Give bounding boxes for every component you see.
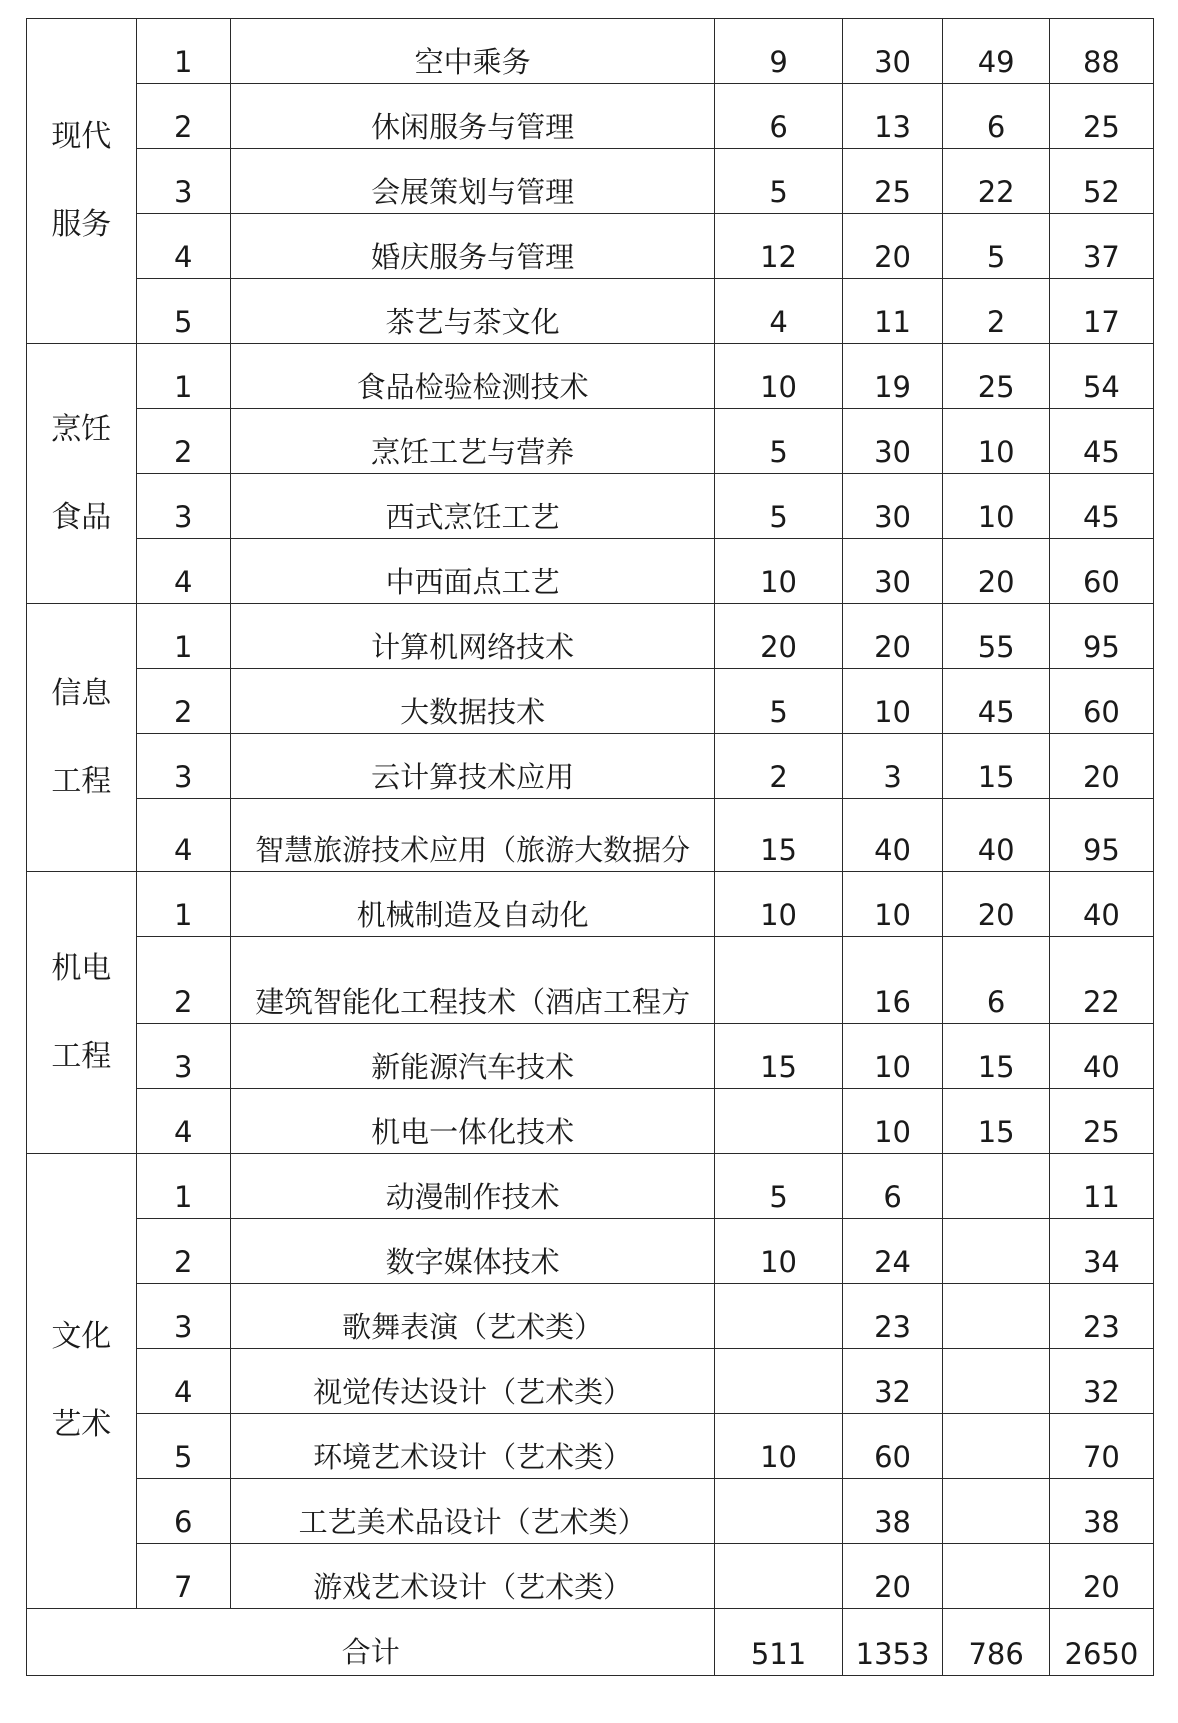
row-number: 1 xyxy=(136,344,230,409)
row-total: 25 xyxy=(1049,1089,1153,1154)
summary-b: 1353 xyxy=(842,1609,943,1676)
count-a: 10 xyxy=(715,872,842,937)
row-total: 88 xyxy=(1049,19,1153,84)
count-a xyxy=(715,1544,842,1609)
major-name: 游戏艺术设计（艺术类） xyxy=(230,1544,715,1609)
category-cell xyxy=(27,872,137,1154)
table-row xyxy=(27,409,1154,474)
category-label: 工程 xyxy=(51,763,112,799)
table-row xyxy=(27,1479,1154,1544)
row-number: 2 xyxy=(136,409,230,474)
major-name: 大数据技术 xyxy=(230,669,715,734)
count-b: 38 xyxy=(842,1479,943,1544)
count-c xyxy=(943,1219,1049,1284)
count-a xyxy=(715,1089,842,1154)
count-a: 4 xyxy=(715,279,842,344)
count-a: 15 xyxy=(715,799,842,872)
major-name: 西式烹饪工艺 xyxy=(230,474,715,539)
row-number: 2 xyxy=(136,84,230,149)
count-c: 15 xyxy=(943,1089,1049,1154)
count-b: 10 xyxy=(842,1089,943,1154)
row-number: 4 xyxy=(136,799,230,872)
table-row xyxy=(27,734,1154,799)
table-row xyxy=(27,1219,1154,1284)
count-a: 10 xyxy=(715,1414,842,1479)
row-number: 5 xyxy=(136,279,230,344)
row-total: 32 xyxy=(1049,1349,1153,1414)
major-name: 数字媒体技术 xyxy=(230,1219,715,1284)
row-number: 4 xyxy=(136,1089,230,1154)
summary-label: 合计 xyxy=(27,1609,715,1676)
row-number: 1 xyxy=(136,19,230,84)
row-total: 25 xyxy=(1049,84,1153,149)
table-row xyxy=(27,149,1154,214)
summary-a: 511 xyxy=(715,1609,842,1676)
count-b: 19 xyxy=(842,344,943,409)
category-label: 机电 xyxy=(51,950,112,986)
major-name: 机电一体化技术 xyxy=(230,1089,715,1154)
table-body xyxy=(27,19,1154,1676)
enrollment-table xyxy=(26,18,1154,1676)
row-number: 1 xyxy=(136,872,230,937)
count-c xyxy=(943,1414,1049,1479)
table-row xyxy=(27,1544,1154,1609)
count-c: 22 xyxy=(943,149,1049,214)
major-name: 会展策划与管理 xyxy=(230,149,715,214)
category-label: 服务 xyxy=(51,207,112,242)
count-a xyxy=(715,1349,842,1414)
major-name: 计算机网络技术 xyxy=(230,604,715,669)
row-number: 7 xyxy=(136,1544,230,1609)
table-row xyxy=(27,1414,1154,1479)
count-c: 45 xyxy=(943,669,1049,734)
count-b: 60 xyxy=(842,1414,943,1479)
row-total: 11 xyxy=(1049,1154,1153,1219)
count-a: 2 xyxy=(715,734,842,799)
row-number: 3 xyxy=(136,734,230,799)
summary-c: 786 xyxy=(943,1609,1049,1676)
table-row xyxy=(27,1284,1154,1349)
count-b: 10 xyxy=(842,872,943,937)
major-name: 食品检验检测技术 xyxy=(230,344,715,409)
row-total: 95 xyxy=(1049,799,1153,872)
count-c: 10 xyxy=(943,474,1049,539)
major-name: 空中乘务 xyxy=(230,19,715,84)
row-number: 4 xyxy=(136,539,230,604)
count-b: 11 xyxy=(842,279,943,344)
table-row xyxy=(27,539,1154,604)
count-a: 12 xyxy=(715,214,842,279)
count-c xyxy=(943,1544,1049,1609)
count-b: 20 xyxy=(842,604,943,669)
count-c: 55 xyxy=(943,604,1049,669)
row-number: 1 xyxy=(136,1154,230,1219)
count-a: 10 xyxy=(715,344,842,409)
category-label: 食品 xyxy=(51,499,112,535)
table-row xyxy=(27,1154,1154,1219)
row-total: 22 xyxy=(1049,937,1153,1024)
row-total: 20 xyxy=(1049,1544,1153,1609)
row-number: 2 xyxy=(136,669,230,734)
count-c xyxy=(943,1349,1049,1414)
count-a xyxy=(715,937,842,1024)
major-name: 歌舞表演（艺术类） xyxy=(230,1284,715,1349)
table-row xyxy=(27,474,1154,539)
count-b: 6 xyxy=(842,1154,943,1219)
major-name: 云计算技术应用 xyxy=(230,734,715,799)
count-c: 10 xyxy=(943,409,1049,474)
row-total: 37 xyxy=(1049,214,1153,279)
count-a: 6 xyxy=(715,84,842,149)
count-c: 20 xyxy=(943,539,1049,604)
table-row xyxy=(27,84,1154,149)
major-name: 建筑智能化工程技术（酒店工程方 xyxy=(230,937,715,1024)
count-c: 6 xyxy=(943,84,1049,149)
count-a: 10 xyxy=(715,539,842,604)
count-b: 30 xyxy=(842,474,943,539)
count-b: 30 xyxy=(842,409,943,474)
count-a: 10 xyxy=(715,1219,842,1284)
category-cell xyxy=(27,19,137,344)
major-name: 中西面点工艺 xyxy=(230,539,715,604)
row-total: 95 xyxy=(1049,604,1153,669)
count-c: 15 xyxy=(943,1024,1049,1089)
count-c: 49 xyxy=(943,19,1049,84)
major-name: 机械制造及自动化 xyxy=(230,872,715,937)
table-row xyxy=(27,669,1154,734)
count-c xyxy=(943,1479,1049,1544)
count-c xyxy=(943,1284,1049,1349)
enrollment-table-sheet xyxy=(26,18,1154,1676)
count-c: 6 xyxy=(943,937,1049,1024)
count-a xyxy=(715,1284,842,1349)
table-row xyxy=(27,604,1154,669)
count-a: 5 xyxy=(715,474,842,539)
row-total: 17 xyxy=(1049,279,1153,344)
table-row xyxy=(27,799,1154,872)
major-name: 环境艺术设计（艺术类） xyxy=(230,1414,715,1479)
row-total: 38 xyxy=(1049,1479,1153,1544)
summary-row xyxy=(27,1609,1154,1676)
count-b: 10 xyxy=(842,669,943,734)
count-b: 13 xyxy=(842,84,943,149)
row-number: 3 xyxy=(136,474,230,539)
category-label: 文化 xyxy=(51,1319,112,1354)
table-row xyxy=(27,279,1154,344)
major-name: 新能源汽车技术 xyxy=(230,1024,715,1089)
row-number: 6 xyxy=(136,1479,230,1544)
count-a: 5 xyxy=(715,669,842,734)
count-a: 5 xyxy=(715,149,842,214)
count-b: 20 xyxy=(842,1544,943,1609)
major-name: 茶艺与茶文化 xyxy=(230,279,715,344)
count-b: 40 xyxy=(842,799,943,872)
row-total: 45 xyxy=(1049,474,1153,539)
count-b: 23 xyxy=(842,1284,943,1349)
count-b: 30 xyxy=(842,539,943,604)
category-cell xyxy=(27,344,137,604)
row-total: 34 xyxy=(1049,1219,1153,1284)
row-number: 5 xyxy=(136,1414,230,1479)
table-row xyxy=(27,1089,1154,1154)
table-row xyxy=(27,344,1154,409)
category-label: 信息 xyxy=(51,675,112,711)
table-row xyxy=(27,214,1154,279)
category-label: 艺术 xyxy=(51,1407,112,1442)
row-total: 70 xyxy=(1049,1414,1153,1479)
count-c xyxy=(943,1154,1049,1219)
table-row xyxy=(27,937,1154,1024)
count-a: 9 xyxy=(715,19,842,84)
count-b: 30 xyxy=(842,19,943,84)
row-total: 60 xyxy=(1049,539,1153,604)
count-c: 25 xyxy=(943,344,1049,409)
count-b: 32 xyxy=(842,1349,943,1414)
row-total: 54 xyxy=(1049,344,1153,409)
major-name: 智慧旅游技术应用（旅游大数据分 xyxy=(230,799,715,872)
count-a xyxy=(715,1479,842,1544)
count-b: 20 xyxy=(842,214,943,279)
major-name: 视觉传达设计（艺术类） xyxy=(230,1349,715,1414)
category-label: 烹饪 xyxy=(51,411,112,447)
major-name: 动漫制作技术 xyxy=(230,1154,715,1219)
row-number: 1 xyxy=(136,604,230,669)
row-total: 20 xyxy=(1049,734,1153,799)
count-a: 20 xyxy=(715,604,842,669)
count-a: 5 xyxy=(715,409,842,474)
row-number: 2 xyxy=(136,937,230,1024)
count-b: 3 xyxy=(842,734,943,799)
row-number: 4 xyxy=(136,214,230,279)
major-name: 休闲服务与管理 xyxy=(230,84,715,149)
major-name: 烹饪工艺与营养 xyxy=(230,409,715,474)
count-b: 16 xyxy=(842,937,943,1024)
row-number: 4 xyxy=(136,1349,230,1414)
row-number: 3 xyxy=(136,1024,230,1089)
count-b: 24 xyxy=(842,1219,943,1284)
category-cell xyxy=(27,604,137,872)
row-total: 52 xyxy=(1049,149,1153,214)
row-number: 3 xyxy=(136,1284,230,1349)
count-a: 5 xyxy=(715,1154,842,1219)
row-total: 40 xyxy=(1049,1024,1153,1089)
count-c: 15 xyxy=(943,734,1049,799)
row-number: 2 xyxy=(136,1219,230,1284)
count-b: 25 xyxy=(842,149,943,214)
category-label: 现代 xyxy=(51,119,112,154)
count-c: 20 xyxy=(943,872,1049,937)
major-name: 婚庆服务与管理 xyxy=(230,214,715,279)
row-total: 23 xyxy=(1049,1284,1153,1349)
count-c: 40 xyxy=(943,799,1049,872)
table-row xyxy=(27,1024,1154,1089)
table-row xyxy=(27,872,1154,937)
count-c: 2 xyxy=(943,279,1049,344)
count-c: 5 xyxy=(943,214,1049,279)
major-name: 工艺美术品设计（艺术类） xyxy=(230,1479,715,1544)
row-number: 3 xyxy=(136,149,230,214)
count-a: 15 xyxy=(715,1024,842,1089)
row-total: 45 xyxy=(1049,409,1153,474)
category-label: 工程 xyxy=(51,1038,112,1074)
row-total: 60 xyxy=(1049,669,1153,734)
category-cell xyxy=(27,1154,137,1609)
summary-total: 2650 xyxy=(1049,1609,1153,1676)
table-row xyxy=(27,1349,1154,1414)
count-b: 10 xyxy=(842,1024,943,1089)
row-total: 40 xyxy=(1049,872,1153,937)
table-row xyxy=(27,19,1154,84)
